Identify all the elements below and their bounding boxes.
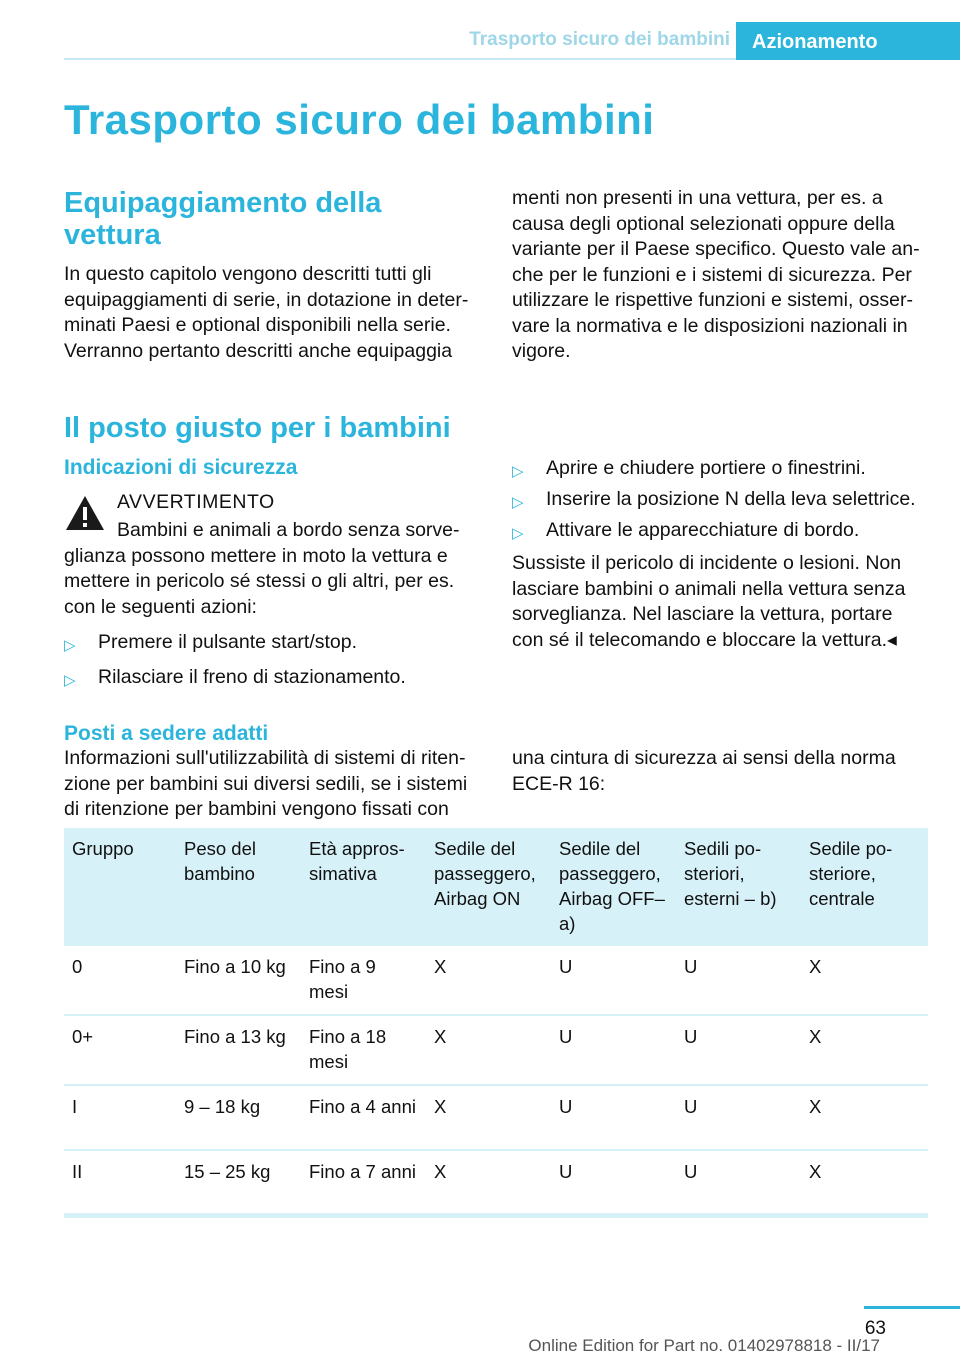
table-cell: Fino a 10 kg xyxy=(176,946,301,1015)
table-cell: U xyxy=(551,1150,676,1215)
table-cell: U xyxy=(551,1085,676,1150)
bullet-triangle-icon: ▷ xyxy=(512,525,524,542)
page-number: 63 xyxy=(864,1318,886,1339)
table-cell: U xyxy=(676,1085,801,1150)
table-cell: X xyxy=(426,1015,551,1085)
table-cell: 15 – 25 kg xyxy=(176,1150,301,1215)
table-cell: X xyxy=(801,1085,928,1150)
table-cell: U xyxy=(551,1015,676,1085)
table-cell: X xyxy=(426,946,551,1015)
table-cell: X xyxy=(801,946,928,1015)
table-cell: X xyxy=(801,1150,928,1215)
bullet-triangle-icon: ▷ xyxy=(64,637,76,654)
table-cell: I xyxy=(64,1085,176,1150)
table-cell: X xyxy=(426,1085,551,1150)
table-row xyxy=(64,1150,928,1215)
list-item: ▷ Aprire e chiudere portiere o finestrini. xyxy=(512,456,960,481)
list-item: ▷ Rilasciare il freno di stazionamento. xyxy=(64,665,512,690)
header-chapter-tab: Azionamento xyxy=(736,22,960,60)
seats-heading: Posti a sedere adatti xyxy=(64,722,269,745)
right-place-heading: Il posto giusto per i bambini xyxy=(64,412,451,444)
seats-table xyxy=(64,828,928,1218)
warning-label: AVVERTIMENTO xyxy=(117,491,275,513)
table-cell: U xyxy=(676,1150,801,1215)
table-cell: U xyxy=(676,946,801,1015)
table-cell: Fino a 18 mesi xyxy=(301,1015,426,1085)
header-section-title: Trasporto sicuro dei bambini xyxy=(469,29,730,50)
warning-closing-text: Sussiste il pericolo di incidente o lesioni. Non lasciare bambini o animali nella vettura senza sorveglianza. Nel lasciare la vettura, portare con sé il telecomando e bloccare la vettura.◂ xyxy=(512,552,906,651)
table-cell: Fino a 4 anni xyxy=(301,1085,426,1150)
equipment-heading: Equipaggiamento della vettura xyxy=(64,187,382,251)
table-row xyxy=(64,1015,928,1085)
table-cell: Fino a 7 anni xyxy=(301,1150,426,1215)
table-header-cell: Sedile posteriore, centrale xyxy=(801,828,928,946)
bullet-triangle-icon: ▷ xyxy=(512,494,524,511)
equipment-text-col1: In questo capitolo vengono descritti tutti gli equipaggiamenti di serie, in dotazione in determinati Paesi e optional disponibili nella serie. Verranno pertanto descritti anche equipaggia xyxy=(64,263,469,362)
list-item: ▷ Attivare le apparecchiature di bordo. xyxy=(512,518,960,543)
table-cell: II xyxy=(64,1150,176,1215)
table-cell: Fino a 9 mesi xyxy=(301,946,426,1015)
list-item: ▷ Inserire la posizione N della leva selettrice. xyxy=(512,487,960,512)
table-header-cell: Sedile del passeggero, Airbag ON xyxy=(426,828,551,946)
table-cell: 9 – 18 kg xyxy=(176,1085,301,1150)
safety-heading: Indicazioni di sicurezza xyxy=(64,456,298,479)
table-cell: X xyxy=(426,1150,551,1215)
edition-footer: Online Edition for Part no. 01402978818 - II/17 xyxy=(528,1336,880,1355)
table-cell: U xyxy=(551,946,676,1015)
seats-text-col1: Informazioni sull'utilizzabilità di sistemi di ritenzione per bambini sui diversi sedili, se i sistemi di ritenzione per bambini vengono fissati con xyxy=(64,747,468,820)
table-header-cell: Sedile del passeggero, Airbag OFF– a) xyxy=(551,828,676,946)
bullet-triangle-icon: ▷ xyxy=(64,672,76,689)
warning-text: Bambini e animali a bordo senza sorveglianza possono mettere in moto la vettura e mettere in pericolo sé stessi o gli altri, per es. con le seguenti azioni: xyxy=(64,519,460,618)
table-header-row xyxy=(64,828,928,946)
table-row xyxy=(64,1085,928,1150)
equipment-text-col2: menti non presenti in una vettura, per es. a causa degli optional selezionati oppure della variante per il Paese specifico. Questo vale anche per le funzioni e i sistemi di sicurezza. Per utilizzare le rispettive funzioni e sistemi, osservare la normativa e le disposizioni nazionali in vigore. xyxy=(512,187,920,362)
table-header-cell: Età approssimativa xyxy=(301,828,426,946)
list-item: ▷ Premere il pulsante start/stop. xyxy=(64,630,512,655)
table-cell: U xyxy=(676,1015,801,1085)
table-cell: Fino a 13 kg xyxy=(176,1015,301,1085)
table-cell: X xyxy=(801,1015,928,1085)
page-title: Trasporto sicuro dei bambini xyxy=(64,96,655,143)
table-header-cell: Sedili posteriori, esterni – b) xyxy=(676,828,801,946)
bullet-triangle-icon: ▷ xyxy=(512,463,524,480)
table-cell: 0+ xyxy=(64,1015,176,1085)
table-row xyxy=(64,946,928,1015)
table-cell: 0 xyxy=(64,946,176,1015)
table-header-cell: Peso del bambino xyxy=(176,828,301,946)
page-number-rule xyxy=(864,1306,960,1309)
seats-text-col2: una cintura di sicurezza ai sensi della norma ECE-R 16: xyxy=(512,747,896,795)
table-header-cell: Gruppo xyxy=(64,828,176,946)
